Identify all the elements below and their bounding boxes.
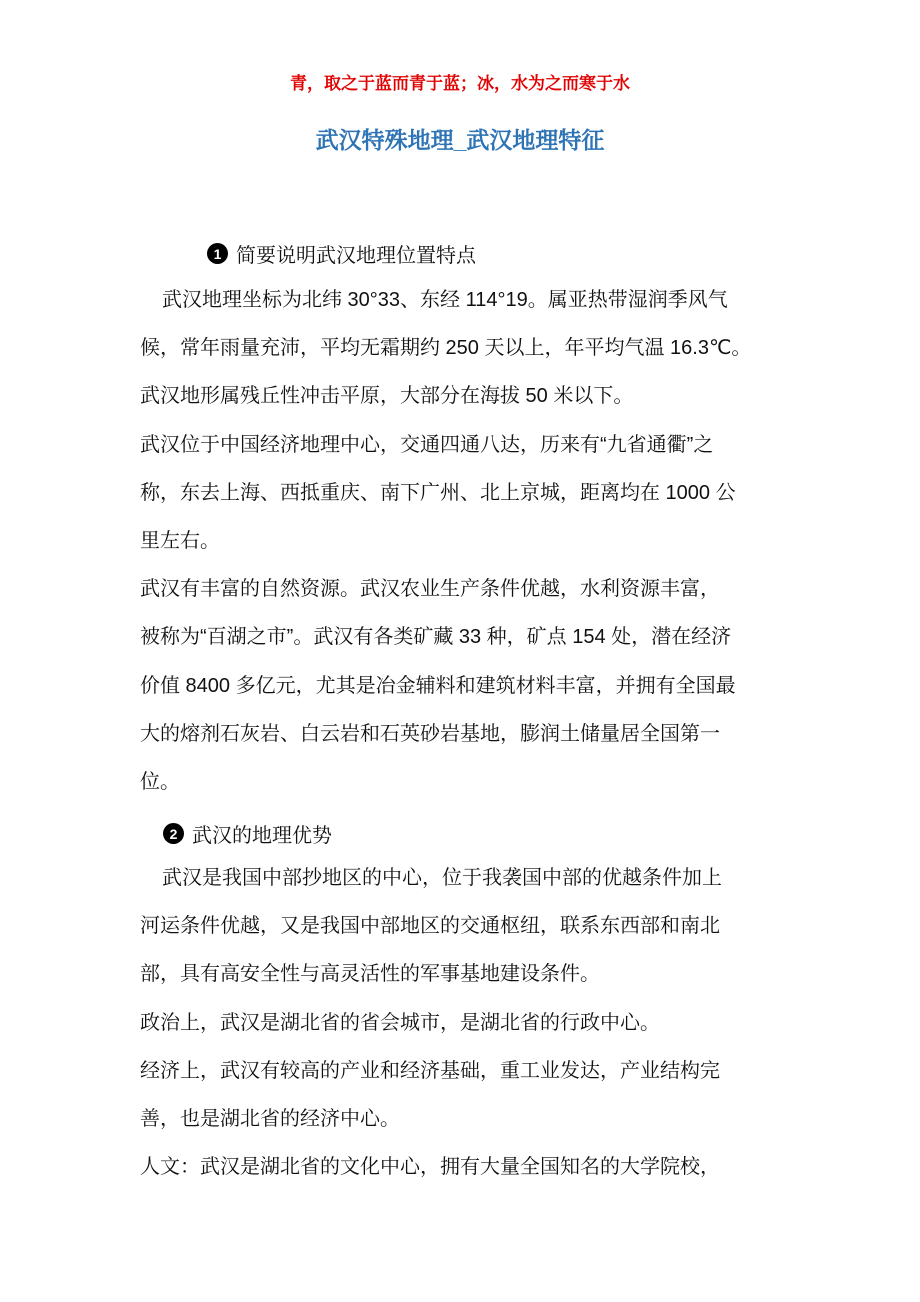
circled-number-icon: 1 [207, 243, 228, 264]
text-line: 武汉地形属残丘性冲击平原，大部分在海拔 50 米以下。 [140, 385, 634, 408]
section-2-heading-text: 武汉的地理优势 [192, 825, 332, 847]
section-1-heading [207, 239, 476, 268]
section-1-heading-text: 简要说明武汉地理位置特点 [236, 245, 476, 267]
section-2-heading [163, 819, 332, 848]
text-line: 善，也是湖北省的经济中心。 [140, 1107, 400, 1130]
text-line: 人文：武汉是湖北省的文化中心，拥有大量全国知名的大学院校， [140, 1156, 720, 1179]
text-line: 武汉地理坐标为北纬 30°33、东经 114°19。属亚热带湿润季风气 [162, 289, 728, 311]
text-line: 政治上，武汉是湖北省的省会城市，是湖北省的行政中心。 [140, 1011, 660, 1034]
text-line: 经济上，武汉有较高的产业和经济基础，重工业发达，产业结构完 [140, 1059, 720, 1082]
text-line: 大的熔剂石灰岩、白云岩和石英砂岩基地，膨润土储量居全国第一 [140, 722, 720, 745]
text-line: 位。 [140, 770, 180, 793]
motto-header: 青，取之于蓝而青于蓝；冰，水为之而寒于水 [290, 74, 630, 93]
text-line: 武汉有丰富的自然资源。武汉农业生产条件优越，水利资源丰富， [140, 578, 720, 601]
text-line: 河运条件优越，又是我国中部地区的交通枢纽，联系东西部和南北 [140, 915, 720, 938]
text-line: 部，具有高安全性与高灵活性的军事基地建设条件。 [140, 963, 600, 986]
text-line: 武汉位于中国经济地理中心，交通四通八达，历来有“九省通衢”之 [140, 433, 714, 456]
text-line: 里左右。 [140, 529, 220, 552]
text-line: 价值 8400 多亿元，尤其是冶金辅料和建筑材料丰富，并拥有全国最 [140, 674, 736, 697]
text-line: 被称为“百湖之市”。武汉有各类矿藏 33 种，矿点 154 处，潜在经济 [140, 626, 732, 649]
document-title: 武汉特殊地理_武汉地理特征 [315, 127, 605, 153]
text-line: 称，东去上海、西抵重庆、南下广州、北上京城，距离均在 1000 公 [140, 481, 736, 504]
text-line: 武汉是我国中部抄地区的中心，位于我袭国中部的优越条件加上 [162, 867, 722, 889]
circled-number-icon: 2 [163, 823, 184, 844]
section-2-body [140, 854, 780, 1191]
section-1-body [140, 276, 780, 806]
text-line: 候，常年雨量充沛，平均无霜期约 250 天以上，年平均气温 16.3℃。 [140, 337, 752, 360]
